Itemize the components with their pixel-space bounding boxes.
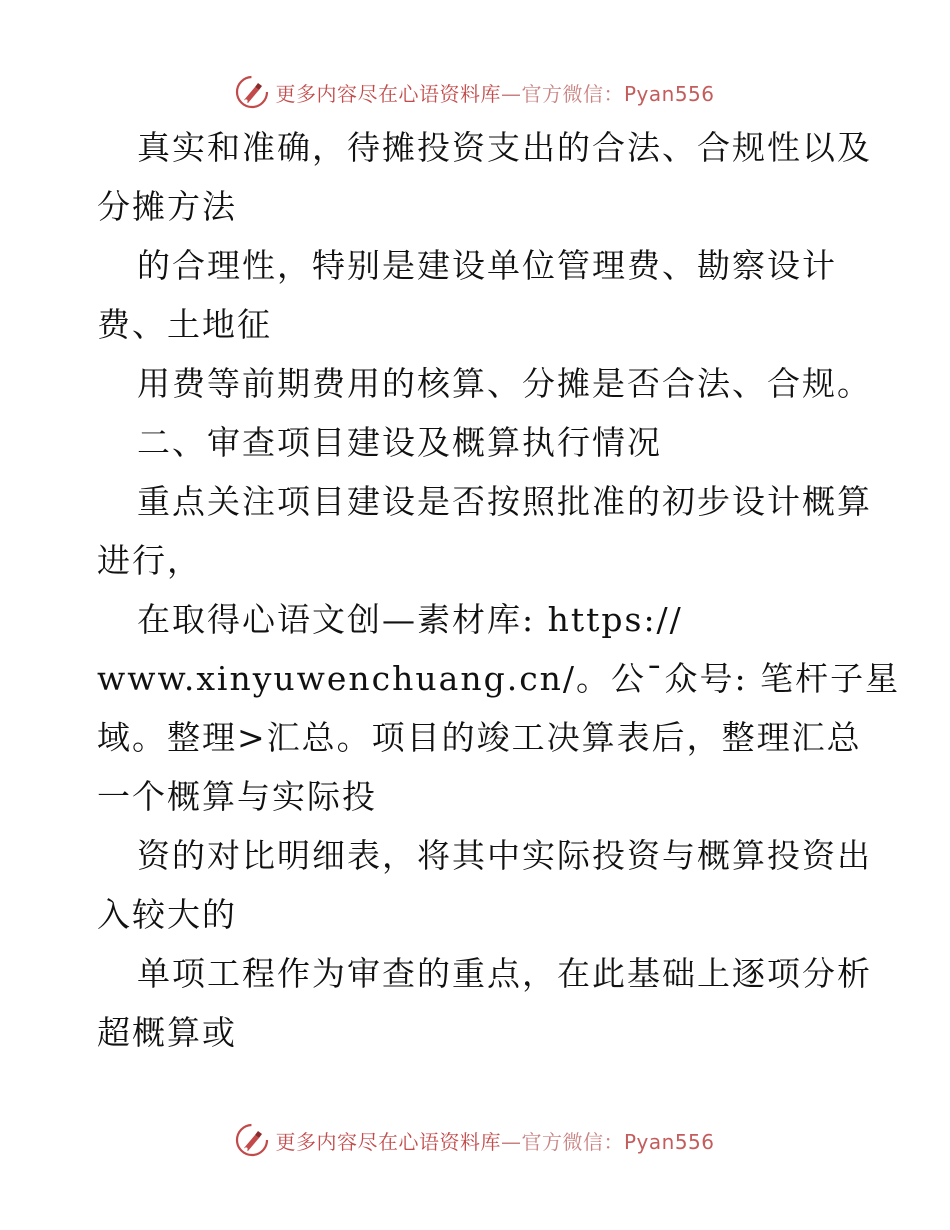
pen-logo-icon	[235, 1123, 269, 1157]
paragraph	[97, 118, 872, 236]
banner-text	[275, 1126, 714, 1155]
paragraph	[97, 354, 872, 413]
pen-logo-icon	[235, 75, 269, 109]
text-line: 进行，	[97, 541, 202, 580]
text-line: 的合理性，特别是建设单位管理费、勘察设计	[137, 246, 837, 285]
text-line: 一个概算与实际投	[97, 777, 377, 816]
text-line: 分摊方法	[97, 187, 237, 226]
paragraph	[97, 826, 872, 944]
banner-main-text: 更多内容尽在心语资料库	[275, 1129, 501, 1154]
text-line: 重点关注项目建设是否按照批准的初步设计概算	[137, 482, 872, 521]
banner-wechat-id: Pyan556	[623, 81, 715, 106]
text-line: 在取得心语文创—素材库: https://	[137, 600, 683, 639]
banner-wechat-id: Pyan556	[623, 1129, 715, 1154]
text-line: 用费等前期费用的核算、分摊是否合法、合规。	[137, 364, 872, 403]
section-heading	[97, 413, 857, 472]
banner-text	[275, 78, 714, 107]
banner-main-text: 更多内容尽在心语资料库	[275, 81, 501, 106]
banner-dash: —	[500, 81, 522, 106]
text-line: www.xinyuwenchuang.cn/。公¯众号: 笔杆子星	[97, 659, 901, 698]
paragraph	[97, 944, 872, 1062]
text-line: 入较大的	[97, 895, 237, 934]
footer-watermark-banner	[0, 1120, 950, 1160]
text-line: 单项工程作为审查的重点，在此基础上逐项分析	[137, 954, 872, 993]
text-line: 超概算或	[97, 1013, 237, 1052]
text-line: 二、审查项目建设及概算执行情况	[137, 423, 662, 462]
text-line: 费、土地征	[97, 305, 272, 344]
text-line: 资的对比明细表，将其中实际投资与概算投资出	[137, 836, 872, 875]
paragraph	[97, 236, 857, 354]
paragraph	[97, 472, 872, 590]
banner-official-label: 官方微信：	[521, 81, 624, 106]
document-body	[97, 118, 901, 1062]
banner-official-label: 官方微信：	[521, 1129, 624, 1154]
text-line: 域。整理>汇总。项目的竣工决算表后，整理汇总	[97, 718, 862, 757]
banner-dash: —	[500, 1129, 522, 1154]
header-watermark-banner	[0, 72, 950, 112]
text-line: 真实和准确，待摊投资支出的合法、合规性以及	[137, 128, 872, 167]
paragraph	[97, 590, 901, 826]
